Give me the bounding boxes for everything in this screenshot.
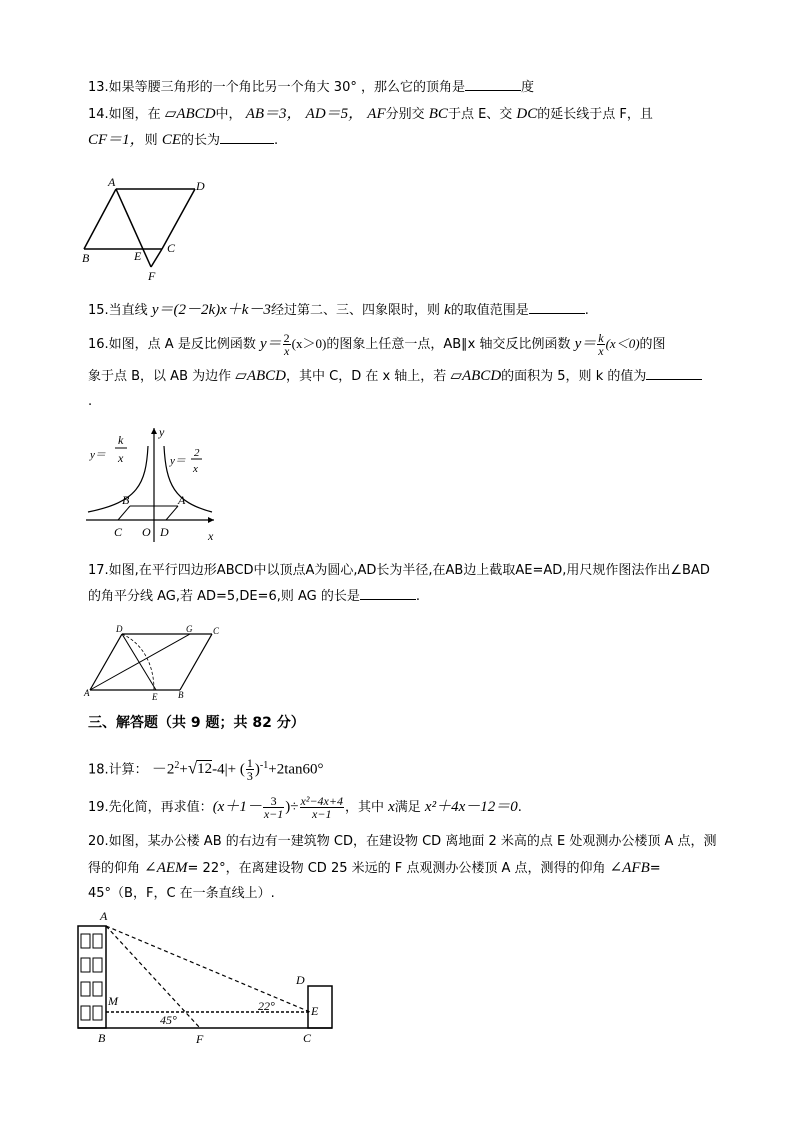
- exponent: 2: [174, 760, 180, 771]
- label-a: A: [108, 175, 116, 189]
- fraction-one-third: [246, 757, 254, 782]
- parallelogram-symbol: ▱: [235, 368, 247, 384]
- label-y-2: y＝: [170, 455, 186, 467]
- math-y: y＝: [259, 336, 282, 352]
- sqrt-radicand: 12: [197, 761, 213, 778]
- q14-text: 的长为: [180, 133, 220, 148]
- parallelogram-symbol: ▱: [450, 368, 462, 384]
- question-19: [88, 794, 728, 821]
- q14-text: 的延长线于点 F，且: [537, 107, 653, 122]
- fraction-quadratic: [300, 795, 344, 820]
- sqrt-icon: √: [187, 758, 198, 778]
- question-15: [88, 297, 728, 324]
- label-e: E: [134, 249, 142, 263]
- fraction-k-over-x: [597, 332, 604, 357]
- angle-22-label: 22°: [258, 999, 275, 1013]
- math-dc: DC: [516, 106, 538, 122]
- numerator: 3: [263, 795, 284, 808]
- q16-text: 的面积为 5，则 k 的值为: [501, 369, 647, 384]
- q17-text: .: [415, 589, 420, 604]
- numerator: 1: [246, 756, 253, 771]
- q19-text: 19.先化简，再求值：: [88, 800, 213, 815]
- condition: (x＞0): [291, 336, 327, 351]
- label-d: D: [116, 624, 123, 634]
- q14-text: .: [274, 133, 279, 148]
- q13-unit: 度: [520, 80, 534, 95]
- label-b: B: [122, 493, 130, 507]
- label-d: D: [296, 973, 305, 987]
- label-x: x: [118, 451, 124, 465]
- math-angle-aem: ∠AEM: [144, 860, 188, 876]
- abs-bar: |: [224, 761, 228, 778]
- question-14-line1: [88, 101, 728, 128]
- math-abcd: ABCD: [246, 368, 286, 384]
- label-c: C: [303, 1031, 312, 1045]
- label-x: x: [193, 463, 198, 475]
- math-ce: CE: [161, 132, 181, 148]
- q16-text: 的图: [639, 337, 666, 352]
- math-ad: AD＝5，: [305, 106, 364, 122]
- q20-text: =: [649, 861, 661, 876]
- exponent: -1: [259, 760, 269, 771]
- q16-text: .: [88, 394, 93, 409]
- q16-figure: [84, 424, 220, 546]
- label-e: E: [152, 692, 158, 702]
- label-b: B: [82, 251, 90, 265]
- q14-figure: [78, 172, 228, 282]
- question-20-line3: [88, 881, 728, 907]
- math-ab: AB＝3，: [245, 106, 302, 122]
- label-g: G: [186, 624, 193, 634]
- label-c: C: [167, 241, 176, 255]
- question-17-line1: [88, 558, 728, 584]
- q16-text: ，其中 C，D 在 x 轴上，若: [285, 369, 451, 384]
- q16-text: 的图象上任意一点，AB∥x 轴交反比例函数: [326, 337, 575, 352]
- denominator: x: [283, 344, 290, 358]
- math-x: x: [388, 799, 395, 815]
- question-17-line2: [88, 584, 728, 610]
- label-a: A: [84, 688, 90, 698]
- math-angle-afb: ∠AFB: [609, 860, 650, 876]
- question-13: [88, 75, 728, 101]
- label-2: 2: [194, 447, 200, 459]
- denominator: x−1: [263, 807, 284, 821]
- math-term: －2: [151, 761, 175, 778]
- label-y-k: y＝: [90, 449, 106, 461]
- numerator: x²−4x+4: [300, 794, 343, 808]
- q20-figure: [74, 910, 344, 1050]
- label-c: C: [213, 626, 220, 636]
- math-y: y＝: [574, 336, 597, 352]
- condition: (x＜0): [605, 336, 640, 351]
- numerator: k: [598, 331, 604, 345]
- math-op: )÷: [285, 799, 299, 815]
- q13-text: 13.如果等腰三角形的一个角比另一个角大 30° ，那么它的顶角是: [88, 80, 465, 95]
- q20-text: = 22°，在离建设物 CD 25 米远的 F 点观测办公楼顶 A 点，测得的仰角: [187, 861, 610, 876]
- label-m: M: [108, 994, 118, 1008]
- q15-text: 经过第二、三、四象限时，则: [270, 303, 445, 318]
- question-16-line3: [88, 389, 728, 415]
- math-bc: BC: [428, 106, 448, 122]
- q14-text: 分别交: [385, 107, 429, 122]
- math-equation: x²＋4x－12＝0: [424, 799, 518, 815]
- section-heading: 三、解答题（共 9 题；共 82 分）: [88, 715, 305, 731]
- q14-text: 则: [144, 133, 162, 148]
- label-a: A: [178, 493, 186, 507]
- math-term: (x＋1－: [212, 799, 262, 815]
- question-16-line2: [88, 363, 728, 390]
- q16-text: 象于点 B，以 AB 为边作: [88, 369, 236, 384]
- q18-text: 18.计算：: [88, 762, 148, 778]
- label-x-axis: x: [208, 529, 214, 543]
- q17-text: 的角平分线 AG,若 AD=5,DE=6,则 AG 的长是: [88, 589, 360, 604]
- fraction-2-over-x: [283, 332, 291, 357]
- answer-blank[interactable]: [220, 129, 274, 144]
- q17-figure: [82, 624, 228, 704]
- math-op: +: [179, 761, 188, 778]
- denominator: 3: [246, 769, 253, 784]
- label-d: D: [160, 525, 169, 539]
- q15-text: 的取值范围是: [450, 303, 529, 318]
- math-abcd: ABCD: [461, 368, 502, 384]
- q15-text: 15.当直线: [88, 303, 152, 318]
- label-b: B: [98, 1031, 106, 1045]
- answer-blank[interactable]: [529, 299, 585, 314]
- label-d: D: [196, 179, 205, 193]
- label-k: k: [118, 433, 124, 447]
- label-y-axis: y: [159, 425, 165, 439]
- math-term: -4: [212, 761, 225, 778]
- q14-text: 14.如图，在: [88, 107, 165, 122]
- q16-text: 16.如图，点 A 是反比例函数: [88, 337, 260, 352]
- denominator: x: [598, 344, 604, 358]
- answer-blank[interactable]: [646, 365, 702, 380]
- q14-text: 于点 E、交: [447, 107, 517, 122]
- q14-text: 中，: [215, 107, 242, 122]
- q20-text: 45°（B，F，C 在一条直线上）.: [88, 886, 275, 901]
- label-f: F: [196, 1032, 204, 1046]
- label-e: E: [311, 1004, 319, 1018]
- math-cf: CF＝1，: [88, 132, 145, 148]
- q20-text: 20.如图，某办公楼 AB 的右边有一建筑物 CD，在建设物 CD 离地面 2 米高的点 E 处观测办公楼顶 A 点，测: [88, 834, 717, 849]
- q17-text: 17.如图,在平行四边形ABCD中以顶点A为圆心,AD长为半径,在AB边上截取AE=AD,用尺规作图法作出∠BAD: [88, 563, 710, 578]
- question-20-line1: [88, 829, 728, 855]
- math-line-equation: y＝(2－2k)x＋k－3: [151, 302, 271, 318]
- angle-45-label: 45°: [160, 1013, 177, 1027]
- q19-text: ，其中: [344, 800, 389, 815]
- parallelogram-symbol: ▱: [164, 106, 177, 122]
- q19-text: 满足: [394, 800, 425, 815]
- question-16-line1: [88, 331, 728, 358]
- label-o: O: [142, 525, 151, 539]
- label-c: C: [114, 525, 123, 539]
- label-f: F: [148, 269, 156, 282]
- numerator: 2: [283, 331, 290, 345]
- q15-text: .: [584, 303, 589, 318]
- math-abcd: ABCD: [176, 106, 216, 122]
- math-af: AF: [367, 106, 386, 122]
- math-op: ): [254, 761, 260, 778]
- math-term: +2tan60°: [268, 761, 324, 778]
- q19-text: .: [517, 800, 522, 815]
- label-a: A: [100, 910, 108, 923]
- question-14-line2: [88, 127, 728, 154]
- denominator: x−1: [312, 807, 332, 821]
- fraction-3-over-x-1: [263, 795, 284, 820]
- q20-text: 得的仰角: [88, 861, 145, 876]
- math-k: k: [444, 302, 451, 318]
- answer-blank[interactable]: [465, 76, 521, 91]
- question-18: [88, 753, 728, 783]
- label-b: B: [178, 690, 184, 700]
- math-op: + (: [227, 761, 245, 778]
- answer-blank[interactable]: [360, 585, 416, 600]
- question-20-line2: [88, 855, 728, 882]
